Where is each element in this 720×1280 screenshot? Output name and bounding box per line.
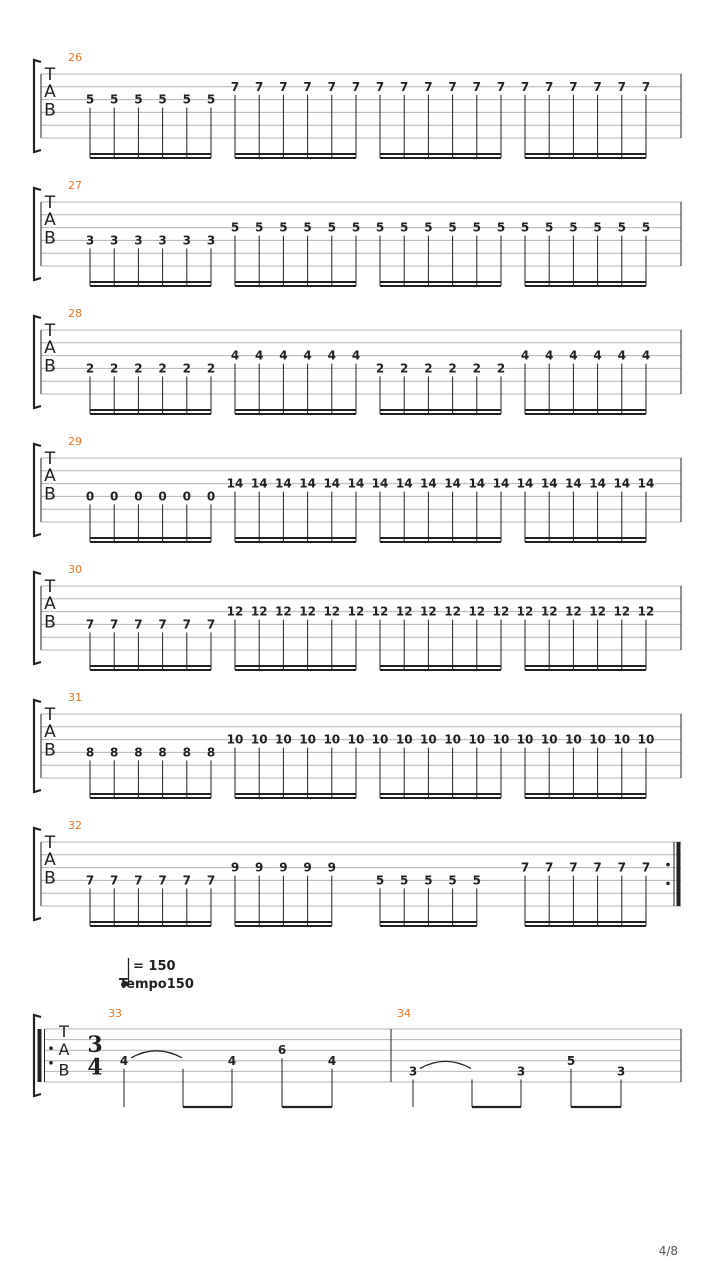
fret-number: 7 — [158, 617, 167, 632]
fret-number: 12 — [371, 604, 389, 619]
fret-number: 12 — [395, 604, 413, 619]
measure-number: 29 — [68, 435, 82, 448]
fret-number: 7 — [134, 617, 143, 632]
tab-clef-letter: T — [44, 577, 56, 597]
tab-system-33-34 — [34, 1007, 681, 1107]
fret-number: 0 — [206, 489, 216, 504]
fret-number: 5 — [424, 873, 433, 888]
fret-number: 12 — [468, 604, 486, 619]
fret-number: 12 — [275, 604, 292, 619]
fret-number: 5 — [496, 220, 506, 235]
fret-number: 10 — [444, 732, 461, 747]
fret-number: 3 — [110, 233, 119, 248]
fret-number: 7 — [255, 79, 264, 94]
fret-number: 3 — [516, 1064, 526, 1079]
fret-number: 12 — [250, 604, 268, 619]
fret-number: 7 — [351, 79, 361, 94]
time-signature-top: 3 — [87, 1032, 103, 1059]
fret-number: 14 — [613, 476, 631, 491]
fret-number: 14 — [444, 476, 461, 491]
fret-number: 4 — [255, 348, 264, 363]
fret-number: 4 — [279, 348, 288, 363]
fret-number: 7 — [206, 617, 216, 632]
measure-number: 34 — [397, 1007, 411, 1020]
fret-number: 10 — [516, 732, 534, 747]
fret-number: 2 — [375, 361, 385, 376]
fret-number: 12 — [613, 604, 631, 619]
fret-number: 7 — [110, 873, 119, 888]
system-bracket — [34, 828, 41, 920]
fret-number: 14 — [589, 476, 606, 491]
fret-number: 12 — [565, 604, 582, 619]
fret-number: 10 — [492, 732, 510, 747]
fret-number: 9 — [327, 860, 336, 875]
fret-number: 7 — [569, 860, 578, 875]
measure-number: 31 — [68, 691, 82, 704]
fret-number: 7 — [327, 79, 336, 94]
tie-arc — [131, 1051, 182, 1058]
fret-number: 5 — [566, 1053, 576, 1068]
fret-number: 10 — [323, 732, 341, 747]
fret-number: 7 — [593, 79, 602, 94]
fret-number: 14 — [565, 476, 582, 491]
tab-clef-letter: B — [58, 1060, 70, 1080]
fret-number: 14 — [299, 476, 316, 491]
fret-number: 2 — [182, 361, 191, 376]
fret-number: 7 — [375, 79, 385, 94]
fret-number: 0 — [85, 489, 95, 504]
fret-number: 2 — [158, 361, 167, 376]
tab-clef-letter: B — [44, 484, 56, 505]
fret-number: 7 — [569, 79, 578, 94]
tab-clef-letter: T — [44, 449, 56, 469]
fret-number: 4 — [351, 348, 361, 363]
measure-number: 30 — [68, 563, 82, 576]
fret-number: 7 — [230, 79, 240, 94]
fret-number: 5 — [85, 92, 95, 107]
fret-number: 8 — [134, 745, 143, 760]
fret-number: 0 — [182, 489, 191, 504]
fret-number: 5 — [206, 92, 216, 107]
fret-number: 14 — [395, 476, 413, 491]
fret-number: 4 — [617, 348, 626, 363]
fret-number: 7 — [496, 79, 506, 94]
fret-number: 12 — [492, 604, 510, 619]
fret-number: 4 — [227, 1053, 237, 1068]
fret-number: 4 — [230, 348, 240, 363]
tab-clef-letter: T — [59, 1022, 69, 1041]
fret-number: 5 — [158, 92, 167, 107]
tab-system-27 — [34, 179, 681, 286]
tab-clef-letter: A — [44, 81, 56, 102]
fret-number: 2 — [85, 361, 95, 376]
fret-number: 5 — [569, 220, 578, 235]
fret-number: 9 — [279, 860, 288, 875]
system-bracket — [34, 60, 41, 152]
fret-number: 4 — [545, 348, 554, 363]
fret-number: 5 — [472, 873, 481, 888]
tab-clef-letter: B — [44, 868, 56, 889]
fret-number: 12 — [226, 604, 244, 619]
fret-number: 14 — [516, 476, 534, 491]
tab-system-31 — [34, 691, 681, 798]
fret-number: 14 — [637, 476, 655, 491]
fret-number: 7 — [472, 79, 481, 94]
fret-number: 14 — [540, 476, 558, 491]
fret-number: 7 — [158, 873, 167, 888]
fret-number: 3 — [182, 233, 191, 248]
measure-number: 27 — [68, 179, 82, 192]
system-bracket — [34, 444, 41, 536]
fret-number: 10 — [589, 732, 606, 747]
tab-clef-letter: T — [44, 65, 56, 85]
fret-number: 14 — [492, 476, 510, 491]
fret-number: 4 — [641, 348, 651, 363]
tab-clef-letter: B — [44, 740, 56, 761]
fret-number: 5 — [545, 220, 554, 235]
fret-number: 7 — [134, 873, 143, 888]
fret-number: 10 — [420, 732, 437, 747]
tab-clef-letter: T — [44, 193, 56, 213]
fret-number: 8 — [206, 745, 216, 760]
tab-clef-letter: A — [44, 465, 56, 486]
fret-number: 5 — [279, 220, 288, 235]
fret-number: 8 — [85, 745, 95, 760]
system-bracket — [34, 700, 41, 792]
fret-number: 10 — [250, 732, 268, 747]
fret-number: 12 — [420, 604, 437, 619]
fret-number: 2 — [448, 361, 457, 376]
fret-number: 6 — [277, 1043, 287, 1058]
fret-number: 10 — [371, 732, 389, 747]
fret-number: 7 — [85, 873, 95, 888]
fret-number: 5 — [617, 220, 626, 235]
tab-clef-letter: A — [44, 721, 56, 742]
fret-number: 5 — [327, 220, 336, 235]
fret-number: 5 — [134, 92, 143, 107]
fret-number: 7 — [520, 860, 530, 875]
fret-number: 0 — [158, 489, 167, 504]
measure-number: 33 — [108, 1007, 122, 1020]
fret-number: 5 — [472, 220, 481, 235]
fret-number: 3 — [616, 1064, 626, 1079]
fret-number: 7 — [182, 873, 191, 888]
fret-number: 8 — [182, 745, 191, 760]
fret-number: 4 — [327, 1053, 337, 1068]
fret-number: 5 — [448, 873, 457, 888]
fret-number: 12 — [444, 604, 461, 619]
repeat-dot — [49, 1046, 53, 1050]
fret-number: 3 — [408, 1064, 418, 1079]
fret-number: 0 — [110, 489, 119, 504]
tab-clef-letter: A — [44, 209, 56, 230]
fret-number: 12 — [323, 604, 341, 619]
fret-number: 10 — [347, 732, 365, 747]
fret-number: 5 — [400, 873, 409, 888]
measure-number: 32 — [68, 819, 82, 832]
fret-number: 5 — [400, 220, 409, 235]
fret-number: 5 — [230, 220, 240, 235]
fret-number: 3 — [158, 233, 167, 248]
system-bracket — [34, 572, 41, 664]
tab-clef-letter: A — [44, 337, 56, 358]
fret-number: 7 — [110, 617, 119, 632]
fret-number: 3 — [206, 233, 216, 248]
page-number: 4/8 — [658, 1244, 678, 1258]
fret-number: 4 — [303, 348, 312, 363]
tab-clef-letter: B — [44, 228, 56, 249]
fret-number: 14 — [371, 476, 389, 491]
system-bracket — [34, 316, 41, 408]
fret-number: 8 — [158, 745, 167, 760]
fret-number: 2 — [400, 361, 409, 376]
fret-number: 4 — [119, 1053, 129, 1068]
tab-clef-letter: T — [44, 705, 56, 725]
fret-number: 14 — [250, 476, 268, 491]
fret-number: 4 — [593, 348, 602, 363]
fret-number: 2 — [496, 361, 506, 376]
fret-number: 10 — [540, 732, 558, 747]
fret-number: 5 — [351, 220, 361, 235]
fret-number: 12 — [589, 604, 606, 619]
fret-number: 7 — [303, 79, 312, 94]
fret-number: 5 — [641, 220, 651, 235]
fret-number: 4 — [520, 348, 530, 363]
fret-number: 9 — [255, 860, 264, 875]
fret-number: 7 — [617, 79, 626, 94]
fret-number: 12 — [637, 604, 655, 619]
repeat-dot — [666, 863, 670, 867]
fret-number: 5 — [448, 220, 457, 235]
fret-number: 5 — [303, 220, 312, 235]
fret-number: 10 — [226, 732, 244, 747]
fret-number: 12 — [347, 604, 365, 619]
fret-number: 2 — [134, 361, 143, 376]
fret-number: 7 — [206, 873, 216, 888]
tab-clef-letter: A — [44, 849, 56, 870]
tie-arc — [420, 1061, 471, 1068]
fret-number: 10 — [468, 732, 486, 747]
fret-number: 4 — [569, 348, 578, 363]
fret-number: 14 — [323, 476, 341, 491]
fret-number: 2 — [424, 361, 433, 376]
fret-number: 10 — [275, 732, 292, 747]
fret-number: 7 — [85, 617, 95, 632]
fret-number: 2 — [206, 361, 216, 376]
fret-number: 5 — [375, 220, 385, 235]
fret-number: 10 — [613, 732, 631, 747]
fret-number: 14 — [468, 476, 486, 491]
fret-number: 5 — [593, 220, 602, 235]
tab-system-26 — [34, 51, 681, 158]
fret-number: 5 — [520, 220, 530, 235]
fret-number: 7 — [400, 79, 409, 94]
fret-number: 14 — [420, 476, 437, 491]
fret-number: 7 — [448, 79, 457, 94]
fret-number: 0 — [134, 489, 143, 504]
measure-number: 28 — [68, 307, 82, 320]
tab-clef-letter: B — [44, 100, 56, 121]
fret-number: 7 — [641, 79, 651, 94]
fret-number: 5 — [375, 873, 385, 888]
fret-number: 7 — [617, 860, 626, 875]
fret-number: 7 — [593, 860, 602, 875]
fret-number: 10 — [299, 732, 316, 747]
fret-number: 7 — [545, 79, 554, 94]
fret-number: 14 — [347, 476, 365, 491]
fret-number: 10 — [395, 732, 413, 747]
fret-number: 14 — [275, 476, 292, 491]
tab-clef-letter: T — [44, 321, 56, 341]
tempo-marking — [119, 958, 194, 992]
tab-system-30 — [34, 563, 681, 670]
fret-number: 5 — [182, 92, 191, 107]
fret-number: 12 — [516, 604, 534, 619]
fret-number: 7 — [545, 860, 554, 875]
fret-number: 12 — [540, 604, 558, 619]
fret-number: 7 — [424, 79, 433, 94]
tempo-value: = 150 — [133, 959, 176, 974]
tab-system-32 — [34, 819, 681, 926]
fret-number: 10 — [565, 732, 582, 747]
fret-number: 7 — [641, 860, 651, 875]
repeat-dot — [49, 1061, 53, 1065]
fret-number: 9 — [303, 860, 312, 875]
tab-clef-letter: A — [58, 1040, 70, 1060]
fret-number: 3 — [85, 233, 95, 248]
fret-number: 5 — [110, 92, 119, 107]
fret-number: 7 — [520, 79, 530, 94]
system-bracket — [34, 188, 41, 280]
fret-number: 8 — [110, 745, 119, 760]
tab-clef-letter: T — [44, 833, 56, 853]
tab-clef-letter: B — [44, 356, 56, 377]
fret-number: 3 — [134, 233, 143, 248]
fret-number: 5 — [424, 220, 433, 235]
tempo-label: Tempo150 — [119, 977, 194, 992]
fret-number: 4 — [327, 348, 336, 363]
fret-number: 5 — [255, 220, 264, 235]
fret-number: 9 — [230, 860, 240, 875]
tab-clef-letter: A — [44, 593, 56, 614]
measure-number: 26 — [68, 51, 82, 64]
tab-system-28 — [34, 307, 681, 414]
fret-number: 14 — [226, 476, 244, 491]
tab-clef-letter: B — [44, 612, 56, 633]
repeat-dot — [666, 882, 670, 886]
fret-number: 12 — [299, 604, 316, 619]
time-signature-bottom: 4 — [87, 1054, 103, 1081]
tab-systems — [34, 51, 681, 1107]
fret-number: 7 — [182, 617, 191, 632]
fret-number: 10 — [637, 732, 655, 747]
tab-system-29 — [34, 435, 681, 542]
fret-number: 2 — [472, 361, 481, 376]
fret-number: 2 — [110, 361, 119, 376]
fret-number: 7 — [279, 79, 288, 94]
